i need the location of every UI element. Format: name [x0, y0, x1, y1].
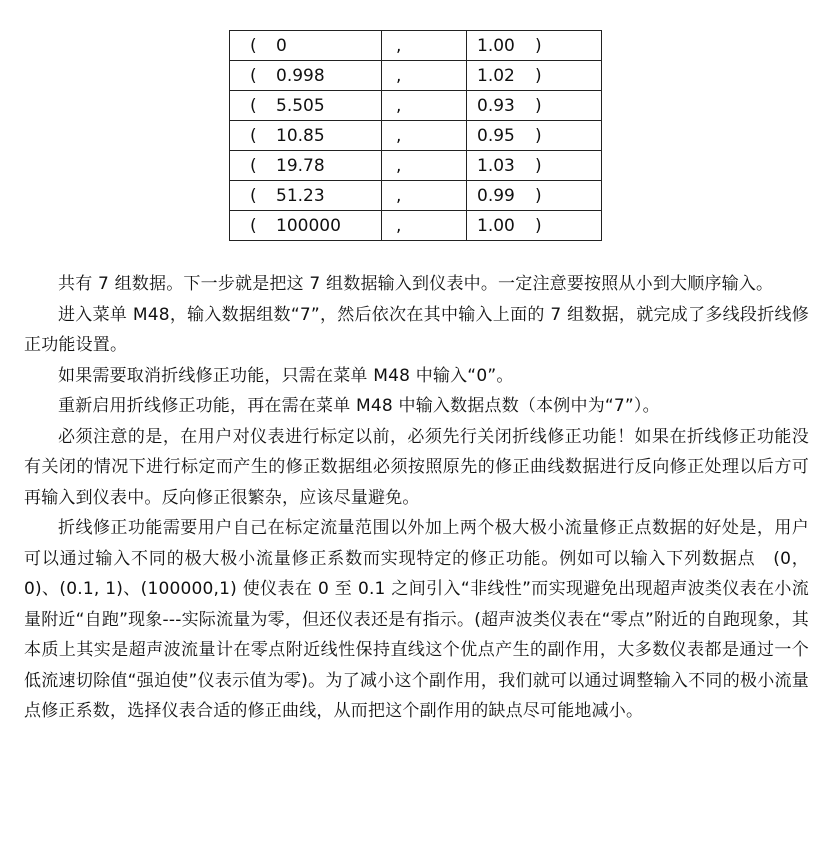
coefficient-cell [467, 211, 602, 241]
open-paren: ( [250, 65, 257, 86]
comma: , [396, 155, 402, 176]
open-paren: ( [250, 125, 257, 146]
coefficient-cell [467, 151, 602, 181]
x-cell [230, 91, 382, 121]
comma: , [396, 185, 402, 206]
correction-coefficient: 0.99 [477, 185, 515, 206]
separator-cell [382, 151, 467, 181]
table-row [230, 91, 602, 121]
close-paren: ) [535, 185, 542, 206]
x-cell [230, 61, 382, 91]
x-cell [230, 151, 382, 181]
close-paren: ) [535, 215, 542, 236]
document-body [24, 269, 809, 727]
separator-cell [382, 121, 467, 151]
correction-coefficient: 0.93 [477, 95, 515, 116]
correction-coefficient: 1.00 [477, 215, 515, 236]
open-paren: ( [250, 155, 257, 176]
correction-coefficient: 0.95 [477, 125, 515, 146]
open-paren: ( [250, 185, 257, 206]
flow-value: 10.85 [276, 125, 325, 146]
flow-value: 51.23 [276, 185, 325, 206]
correction-coefficient: 1.02 [477, 65, 515, 86]
open-paren: ( [250, 35, 257, 56]
open-paren: ( [250, 215, 257, 236]
separator-cell [382, 61, 467, 91]
close-paren: ) [535, 95, 542, 116]
x-cell [230, 211, 382, 241]
table-row [230, 181, 602, 211]
separator-cell [382, 91, 467, 121]
table-row [230, 31, 602, 61]
close-paren: ) [535, 125, 542, 146]
comma: , [396, 65, 402, 86]
separator-cell [382, 31, 467, 61]
table-row [230, 121, 602, 151]
coefficient-cell [467, 61, 602, 91]
paragraph-data-count: 共有 7 组数据。下一步就是把这 7 组数据输入到仪表中。一定注意要按照从小到大顺序输入。 [58, 274, 774, 294]
coefficient-cell [467, 181, 602, 211]
close-paren: ) [535, 35, 542, 56]
table-row [230, 61, 602, 91]
correction-coefficient: 1.00 [477, 35, 515, 56]
paragraph-cancel-correction: 如果需要取消折线修正功能，只需在菜单 M48 中输入“0”。 [58, 365, 514, 386]
separator-cell [382, 181, 467, 211]
paragraph-reenable-correction: 重新启用折线修正功能，再在需在菜单 M48 中输入数据点数（本例中为“7”）。 [58, 396, 660, 416]
comma: , [396, 95, 402, 116]
correction-coefficient: 1.03 [477, 155, 515, 176]
coefficient-cell [467, 91, 602, 121]
flow-value: 5.505 [276, 95, 325, 116]
x-cell [230, 31, 382, 61]
close-paren: ) [535, 155, 542, 176]
coefficient-cell [467, 31, 602, 61]
table-row [230, 151, 602, 181]
flow-value: 0.998 [276, 65, 325, 86]
flow-value: 19.78 [276, 155, 325, 176]
x-cell [230, 121, 382, 151]
correction-points-table [229, 30, 602, 241]
table-body [230, 31, 602, 241]
flow-value: 0 [276, 35, 287, 56]
open-paren: ( [250, 95, 257, 116]
paragraph-enter-menu: 进入菜单 M48，输入数据组数“7”，然后依次在其中输入上面的 7 组数据，就完成了多线段折线修正功能设置。 [24, 304, 809, 355]
coefficient-cell [467, 121, 602, 151]
paragraph-calibration-warning: 必须注意的是，在用户对仪表进行标定以前，必须先行关闭折线修正功能！如果在折线修正功能没有关闭的情况下进行标定而产生的修正数据组必须按照原先的修正曲线数据进行反向修正处理以后方可再输入到仪表中。反向修正很繁杂，应该尽量避免。 [24, 426, 809, 508]
comma: , [396, 35, 402, 56]
data-table-container [229, 30, 602, 241]
x-cell [230, 181, 382, 211]
close-paren: ) [535, 65, 542, 86]
flow-value: 100000 [276, 215, 341, 236]
paragraph-extreme-points: 折线修正功能需要用户自己在标定流量范围以外加上两个极大极小流量修正点数据的好处是，用户可以通过输入不同的极大极小流量修正系数而实现特定的修正功能。例如可以输入下列数据点 (0，0)、(0.1, 1)、(100000,1) 使仪表在 0 至 0.1 之间引入“非线性”而实现避免出现超声波类仪表在小流量附近“自跑”现象---实际流量为零，但还仪表还是有指示。(超声波类仪表在“零点”附近的自跑现象，其本质上其实是超声波流量计在零点附近线性保持直线这个优点产生的副作用，大多数仪表都是通过一个低流速切除值“强迫使”仪表示值为零)。为了减小这个副作用，我们就可以通过调整输入不同的极小流量点修正系数，选择仪表合适的修正曲线，从而把这个副作用的缺点尽可能地减小。 [24, 518, 809, 721]
comma: , [396, 215, 402, 236]
comma: , [396, 125, 402, 146]
separator-cell [382, 211, 467, 241]
table-row [230, 211, 602, 241]
